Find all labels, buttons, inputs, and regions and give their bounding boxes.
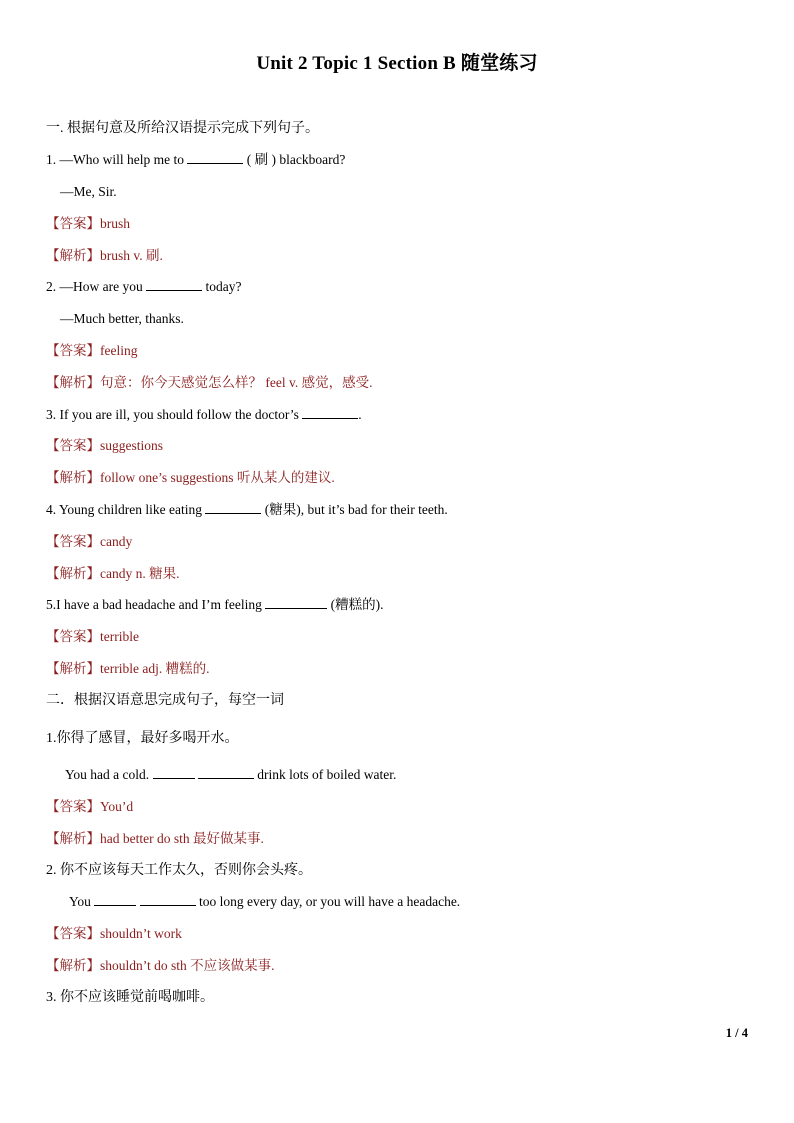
analysis-tag: 【解析】	[46, 470, 100, 485]
s1-q3-blank	[302, 406, 358, 419]
s2-q2-analysis	[46, 957, 275, 975]
s2-q3-prompt: 3. 你不应该睡觉前喝咖啡。	[46, 990, 214, 1005]
answer-text: shouldn’t work	[100, 926, 182, 941]
s2-q2-sentence	[69, 893, 460, 911]
s2-q1-blank-1	[153, 766, 195, 779]
s1-q1-answer	[46, 215, 130, 233]
s1-q5-blank	[265, 596, 327, 609]
analysis-text: follow one’s suggestions 听从某人的建议.	[100, 470, 335, 485]
s2-q1-text-b: drink lots of boiled water.	[253, 767, 397, 782]
s2-q1-answer	[46, 798, 133, 816]
answer-tag: 【答案】	[46, 438, 100, 453]
section2-heading: 二．根据汉语意思完成句子，每空一词	[46, 693, 284, 708]
s1-q4-answer	[46, 533, 132, 551]
s1-q3-text-b: .	[358, 407, 362, 422]
s1-q2-text-a: 2. —How are you	[46, 279, 147, 294]
s1-q4-text-b: (糖果), but it’s bad for their teeth.	[261, 502, 448, 517]
analysis-text: terrible adj. 糟糕的.	[100, 661, 210, 676]
s1-q5-question	[46, 596, 384, 614]
s1-q3-text-a: 3. If you are ill, you should follow the doctor’s	[46, 407, 303, 422]
answer-text: suggestions	[100, 438, 164, 453]
s2-q2-blank-2	[140, 893, 196, 906]
answer-text: brush	[100, 216, 130, 231]
s1-q2-question	[46, 278, 241, 296]
analysis-tag: 【解析】	[46, 248, 100, 263]
s2-q2-prompt: 2. 你不应该每天工作太久，否则你会头疼。	[46, 863, 312, 878]
analysis-text: had better do sth 最好做某事.	[100, 831, 264, 846]
answer-tag: 【答案】	[46, 926, 100, 941]
s2-q2-text-b: too long every day, or you will have a headache.	[195, 894, 461, 909]
analysis-text: candy n. 糖果.	[100, 566, 180, 581]
s1-q1-question	[46, 151, 345, 169]
s2-q1-analysis	[46, 830, 264, 848]
answer-tag: 【答案】	[46, 216, 100, 231]
analysis-tag: 【解析】	[46, 958, 100, 973]
s1-q4-text-a: 4. Young children like eating	[46, 502, 206, 517]
analysis-text: shouldn’t do sth 不应该做某事.	[100, 958, 275, 973]
answer-text: terrible	[100, 629, 139, 644]
s1-q2-reply: —Much better, thanks.	[60, 311, 184, 326]
s1-q1-analysis	[46, 247, 163, 265]
s1-q1-reply: —Me, Sir.	[60, 184, 117, 199]
analysis-tag: 【解析】	[46, 661, 100, 676]
answer-text: You’d	[100, 799, 134, 814]
analysis-tag: 【解析】	[46, 566, 100, 581]
answer-text: feeling	[100, 343, 138, 358]
s1-q3-analysis	[46, 469, 335, 487]
s1-q2-text-b: today?	[202, 279, 242, 294]
answer-tag: 【答案】	[46, 799, 100, 814]
answer-tag: 【答案】	[46, 343, 100, 358]
s1-q1-text-a: 1. —Who will help me to	[46, 152, 188, 167]
s1-q2-answer	[46, 342, 137, 360]
analysis-text: brush v. 刷.	[100, 248, 163, 263]
s2-q2-blank-1	[94, 893, 136, 906]
s1-q1-blank	[187, 151, 243, 164]
page-title: Unit 2 Topic 1 Section B 随堂练习	[256, 53, 538, 74]
answer-text: candy	[100, 534, 133, 549]
analysis-tag: 【解析】	[46, 831, 100, 846]
analysis-tag: 【解析】	[46, 375, 100, 390]
s1-q5-analysis	[46, 660, 209, 678]
s1-q2-blank	[146, 278, 202, 291]
s1-q4-blank	[205, 501, 261, 514]
page-number: 1 / 4	[725, 1026, 748, 1040]
s1-q3-answer	[46, 437, 163, 455]
answer-tag: 【答案】	[46, 534, 100, 549]
answer-tag: 【答案】	[46, 629, 100, 644]
s1-q5-text-a: 5.I have a bad headache and I’m feeling	[46, 597, 266, 612]
s1-q5-answer	[46, 628, 139, 646]
s2-q1-sentence	[65, 766, 396, 784]
s1-q4-analysis	[46, 565, 179, 583]
s1-q3-question	[46, 406, 362, 424]
s2-q1-text-a: You had a cold.	[65, 767, 153, 782]
s2-q1-prompt: 1.你得了感冒，最好多喝开水。	[46, 731, 239, 746]
s1-q4-question	[46, 501, 448, 519]
section1-heading: 一. 根据句意及所给汉语提示完成下列句子。	[46, 121, 319, 136]
s2-q1-blank-2	[198, 766, 254, 779]
s1-q5-text-b: (糟糕的).	[327, 597, 384, 612]
analysis-text: 句意：你今天感觉怎么样？ feel v. 感觉，感受.	[100, 375, 373, 390]
s1-q2-analysis	[46, 374, 372, 392]
s2-q2-answer	[46, 925, 182, 943]
s1-q1-text-b: ( 刷 ) blackboard?	[243, 152, 346, 167]
s2-q2-text-a: You	[69, 894, 95, 909]
